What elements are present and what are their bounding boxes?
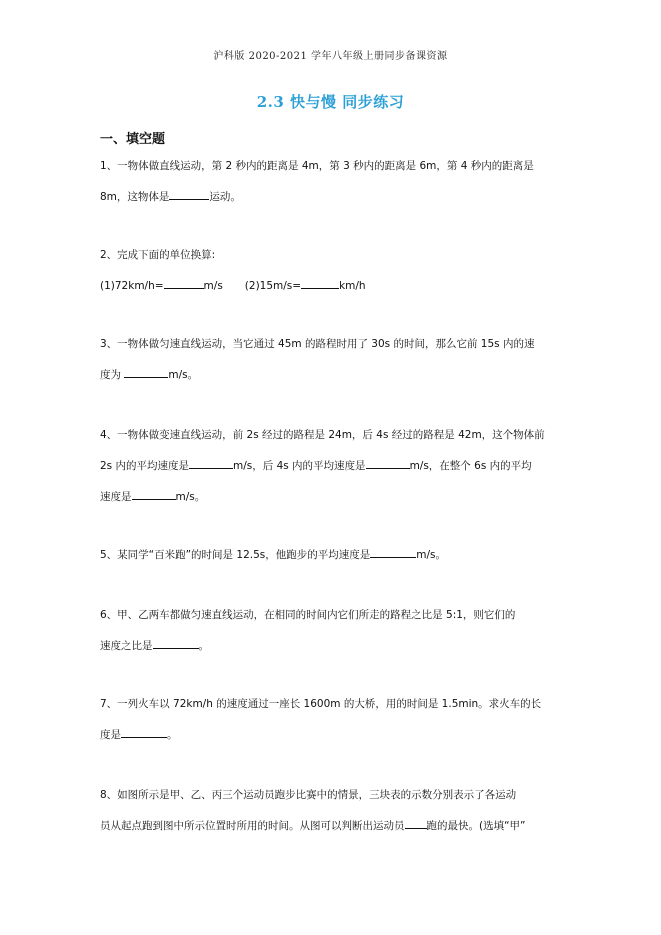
question-3-line-2: 度为 m/s。 [100, 360, 570, 391]
question-3-line-1: 3、一物体做匀速直线运动，当它通过 45m 的路程时用了 30s 的时间，那么它前 15s 内的速 [100, 338, 535, 350]
question-1 [100, 151, 570, 213]
answer-blank[interactable] [132, 487, 176, 500]
question-4-line-1: 4、一物体做变速直线运动，前 2s 经过的路程是 24m，后 4s 经过的路程是 42m，这个物体前 [100, 429, 545, 441]
question-1-line-2: 8m，这物体是 运动。 [100, 182, 570, 213]
answer-blank[interactable] [153, 636, 199, 649]
question-7-line-1: 7、一列火车以 72km/h 的速度通过一座长 1600m 的大桥，用的时间是 1.5min。求火车的长 [100, 698, 542, 710]
question-8-line-1: 8、如图所示是甲、乙、丙三个运动员跑步比赛中的情景，三块表的示数分别表示了各运动 [100, 789, 517, 801]
answer-blank[interactable] [164, 276, 204, 289]
answer-blank[interactable] [301, 276, 339, 289]
question-5-line-1: 5、某同学“百米跑”的时间是 12.5s，他跑步的平均速度是 m/s。 [100, 540, 570, 571]
answer-blank[interactable] [405, 816, 427, 829]
question-7-line-2: 度是 。 [100, 720, 570, 751]
page-header: 沪科版 2020-2021 学年八年级上册同步备课资源 [213, 51, 448, 62]
answer-blank[interactable] [189, 456, 233, 469]
answer-blank[interactable] [169, 187, 209, 200]
question-8 [100, 780, 580, 842]
question-5 [100, 540, 570, 571]
answer-blank[interactable] [370, 545, 416, 558]
question-4 [100, 420, 570, 513]
question-4-line-2: 2s 内的平均速度是 m/s，后 4s 内的平均速度是 m/s，在整个 6s 内的平均 [100, 451, 570, 482]
question-1-line-1: 1、一物体做直线运动，第 2 秒内的距离是 4m，第 3 秒内的距离是 6m，第 4 秒内的距离是 [100, 160, 534, 172]
answer-blank[interactable] [121, 725, 167, 738]
question-6 [100, 600, 570, 662]
question-7 [100, 689, 570, 751]
answer-blank[interactable] [124, 365, 168, 378]
question-8-line-2: 员从起点跑到图中所示位置时所用的时间。从图可以判断出运动员 跑的最快。(选填“甲” [100, 811, 580, 842]
section-heading: 一、填空题 [100, 132, 166, 147]
question-6-line-1: 6、甲、乙两车都做匀速直线运动，在相同的时间内它们所走的路程之比是 5:1，则它们的 [100, 609, 516, 621]
question-3 [100, 329, 570, 391]
question-4-line-3: 速度是 m/s。 [100, 482, 570, 513]
page-title: 2.3 快与慢 同步练习 [256, 93, 405, 111]
answer-blank[interactable] [366, 456, 410, 469]
question-2-line-1: 2、完成下面的单位换算: [100, 249, 216, 261]
question-6-line-2: 速度之比是 。 [100, 631, 570, 662]
question-2 [100, 240, 570, 302]
question-2-line-2: (1)72km/h= m/s (2)15m/s= km/h [100, 271, 570, 302]
